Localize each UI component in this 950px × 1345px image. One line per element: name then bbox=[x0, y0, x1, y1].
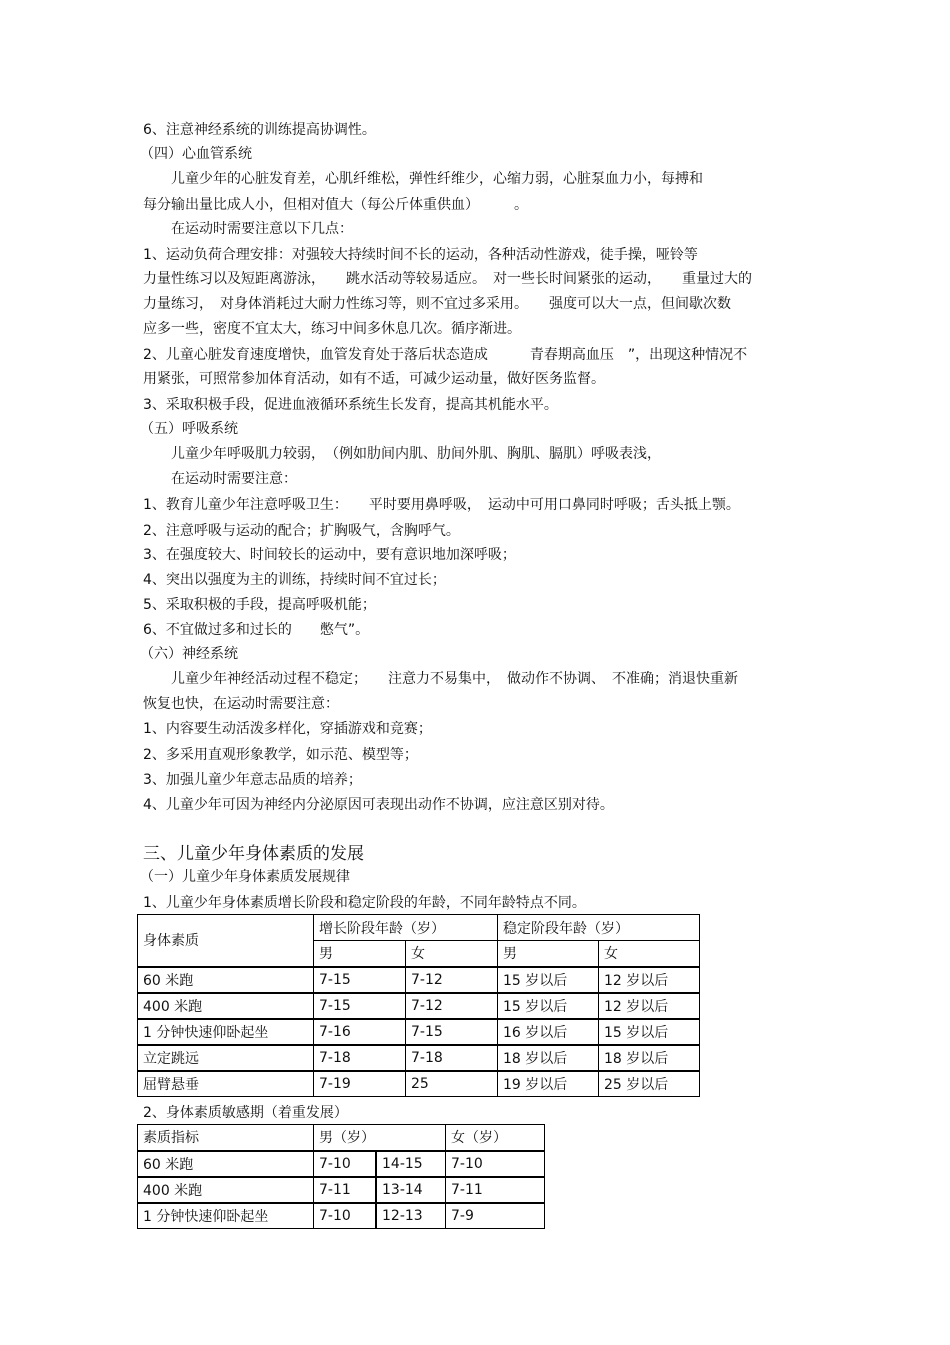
heading-cardiovascular: （四）心血管系统 bbox=[140, 146, 252, 162]
table-cell: 7-19 bbox=[314, 1071, 406, 1097]
table-cell: 屈臂悬垂 bbox=[138, 1071, 314, 1097]
text-line-25: 1、内容要生动活泼多样化，穿插游戏和竞赛； bbox=[143, 721, 432, 737]
text-line-11: 用紧张，可照常参加体育活动，如有不适，可减少运动量，做好医务监督。 bbox=[143, 371, 605, 387]
table-cell: 7-11 bbox=[446, 1177, 545, 1203]
table-cell: 60 米跑 bbox=[138, 967, 314, 993]
table-cell: 18 岁以后 bbox=[599, 1045, 700, 1071]
text-line-18: 3、在强度较大、时间较长的运动中，要有意识地加深呼吸； bbox=[143, 547, 516, 563]
table-cell: 7-9 bbox=[446, 1203, 545, 1229]
table-cell: 7-12 bbox=[406, 993, 498, 1019]
table-cell: 7-15 bbox=[406, 1019, 498, 1045]
table1-header-growth: 增长阶段年龄（岁） bbox=[314, 915, 498, 941]
table-row bbox=[138, 993, 700, 1019]
text-line-1: 6、注意神经系统的训练提高协调性。 bbox=[143, 122, 376, 138]
table-cell: 7-15 bbox=[314, 967, 406, 993]
text-line-28: 4、儿童少年可因为神经内分泌原因可表现出动作不协调，应注意区别对待。 bbox=[143, 797, 614, 813]
table-cell: 12-13 bbox=[376, 1203, 446, 1229]
table-cell: 7-10 bbox=[314, 1203, 377, 1229]
table-cell: 15 岁以后 bbox=[498, 967, 599, 993]
table-row bbox=[138, 1203, 545, 1229]
text-line-17: 2、注意呼吸与运动的配合；扩胸吸气，含胸呼气。 bbox=[143, 523, 460, 539]
sensitive-period-table bbox=[137, 1124, 545, 1229]
table-cell: 7-18 bbox=[406, 1045, 498, 1071]
table-row bbox=[138, 1151, 545, 1177]
growth-stage-table bbox=[137, 914, 700, 1097]
text-line-26: 2、多采用直观形象教学，如示范、模型等； bbox=[143, 747, 418, 763]
table-cell: 7-18 bbox=[314, 1045, 406, 1071]
table1-caption: 1、儿童少年身体素质增长阶段和稳定阶段的年龄，不同年龄特点不同。 bbox=[143, 895, 586, 911]
table1-header-female: 女 bbox=[599, 941, 700, 967]
text-line-10: 2、儿童心脏发育速度增快，血管发育处于落后状态造成 青春期高血压 ”，出现这种情况不 bbox=[143, 347, 748, 363]
table1-header-male: 男 bbox=[498, 941, 599, 967]
table-cell: 25 岁以后 bbox=[599, 1071, 700, 1097]
table-cell: 15 岁以后 bbox=[498, 993, 599, 1019]
table1-header-male: 男 bbox=[314, 941, 406, 967]
text-line-8: 力量练习， 对身体消耗过大耐力性练习等，则不宜过多采用。 强度可以大一点，但间歇次数 bbox=[143, 296, 731, 312]
table2-header-female: 女（岁） bbox=[446, 1125, 545, 1151]
table-cell: 7-12 bbox=[406, 967, 498, 993]
text-line-7: 力量性练习以及短距离游泳， 跳水活动等较易适应。 对一些长时间紧张的运动， 重量过大的 bbox=[143, 271, 752, 287]
table-cell: 12 岁以后 bbox=[599, 967, 700, 993]
table-cell: 400 米跑 bbox=[138, 993, 314, 1019]
table-cell: 7-15 bbox=[314, 993, 406, 1019]
text-line-24: 恢复也快，在运动时需要注意： bbox=[143, 696, 339, 712]
table-cell: 7-10 bbox=[446, 1151, 545, 1177]
section-title: 三、儿童少年身体素质的发展 bbox=[143, 844, 364, 864]
text-line-27: 3、加强儿童少年意志品质的培养； bbox=[143, 772, 362, 788]
table-cell: 15 岁以后 bbox=[599, 1019, 700, 1045]
table-cell: 1 分钟快速仰卧起坐 bbox=[138, 1203, 314, 1229]
table-cell: 400 米跑 bbox=[138, 1177, 314, 1203]
table-cell: 16 岁以后 bbox=[498, 1019, 599, 1045]
table2-caption: 2、身体素质敏感期（着重发展） bbox=[143, 1105, 348, 1121]
table-row bbox=[138, 1071, 700, 1097]
table1-header-quality: 身体素质 bbox=[138, 915, 314, 967]
heading-nervous: （六）神经系统 bbox=[140, 646, 238, 662]
table-cell: 立定跳远 bbox=[138, 1045, 314, 1071]
table-row bbox=[138, 1019, 700, 1045]
text-line-23: 儿童少年神经活动过程不稳定； 注意力不易集中， 做动作不协调、 不准确；消退快重新 bbox=[143, 671, 738, 687]
table-cell: 13-14 bbox=[376, 1177, 446, 1203]
text-line-3: 儿童少年的心脏发育差，心肌纤维松，弹性纤维少，心缩力弱，心脏泵血力小，每搏和 bbox=[143, 171, 703, 187]
text-line-20: 5、采取积极的手段，提高呼吸机能； bbox=[143, 597, 376, 613]
table-cell: 19 岁以后 bbox=[498, 1071, 599, 1097]
table2-header-male: 男（岁） bbox=[314, 1125, 446, 1151]
text-line-16: 1、教育儿童少年注意呼吸卫生： 平时要用鼻呼吸， 运动中可用口鼻同时呼吸；舌头抵上颚。 bbox=[143, 497, 740, 513]
table2-header-indicator: 素质指标 bbox=[138, 1125, 314, 1151]
table-cell: 12 岁以后 bbox=[599, 993, 700, 1019]
text-line-15: 在运动时需要注意： bbox=[143, 471, 297, 487]
text-line-4: 每分输出量比成人小，但相对值大（每公斤体重供血） 。 bbox=[143, 197, 528, 213]
text-line-5: 在运动时需要注意以下几点： bbox=[143, 221, 353, 237]
table-cell: 7-11 bbox=[314, 1177, 377, 1203]
table-row bbox=[138, 1177, 545, 1203]
table-cell: 14-15 bbox=[376, 1151, 446, 1177]
table1-header-female: 女 bbox=[406, 941, 498, 967]
text-line-21: 6、不宜做过多和过长的 憋气”。 bbox=[143, 622, 370, 638]
text-line-14: 儿童少年呼吸肌力较弱， （例如肋间内肌、肋间外肌、胸肌、膈肌）呼吸表浅， bbox=[143, 446, 661, 462]
table1-header-stable: 稳定阶段年龄（岁） bbox=[498, 915, 700, 941]
text-line-9: 应多一些，密度不宜太大，练习中间多休息几次。循序渐进。 bbox=[143, 321, 521, 337]
table-cell: 1 分钟快速仰卧起坐 bbox=[138, 1019, 314, 1045]
table-row bbox=[138, 1045, 700, 1071]
table-row bbox=[138, 967, 700, 993]
text-line-12: 3、采取积极手段，促进血液循环系统生长发育，提高其机能水平。 bbox=[143, 397, 558, 413]
text-line-6: 1、运动负荷合理安排：对强较大持续时间不长的运动，各种活动性游戏，徒手操，哑铃等 bbox=[143, 247, 698, 263]
subsection-title: （一）儿童少年身体素质发展规律 bbox=[140, 869, 350, 885]
table-cell: 18 岁以后 bbox=[498, 1045, 599, 1071]
table-cell: 25 bbox=[406, 1071, 498, 1097]
table-cell: 60 米跑 bbox=[138, 1151, 314, 1177]
text-line-19: 4、突出以强度为主的训练，持续时间不宜过长； bbox=[143, 572, 446, 588]
table-cell: 7-10 bbox=[314, 1151, 377, 1177]
table-cell: 7-16 bbox=[314, 1019, 406, 1045]
heading-respiratory: （五）呼吸系统 bbox=[140, 421, 238, 437]
